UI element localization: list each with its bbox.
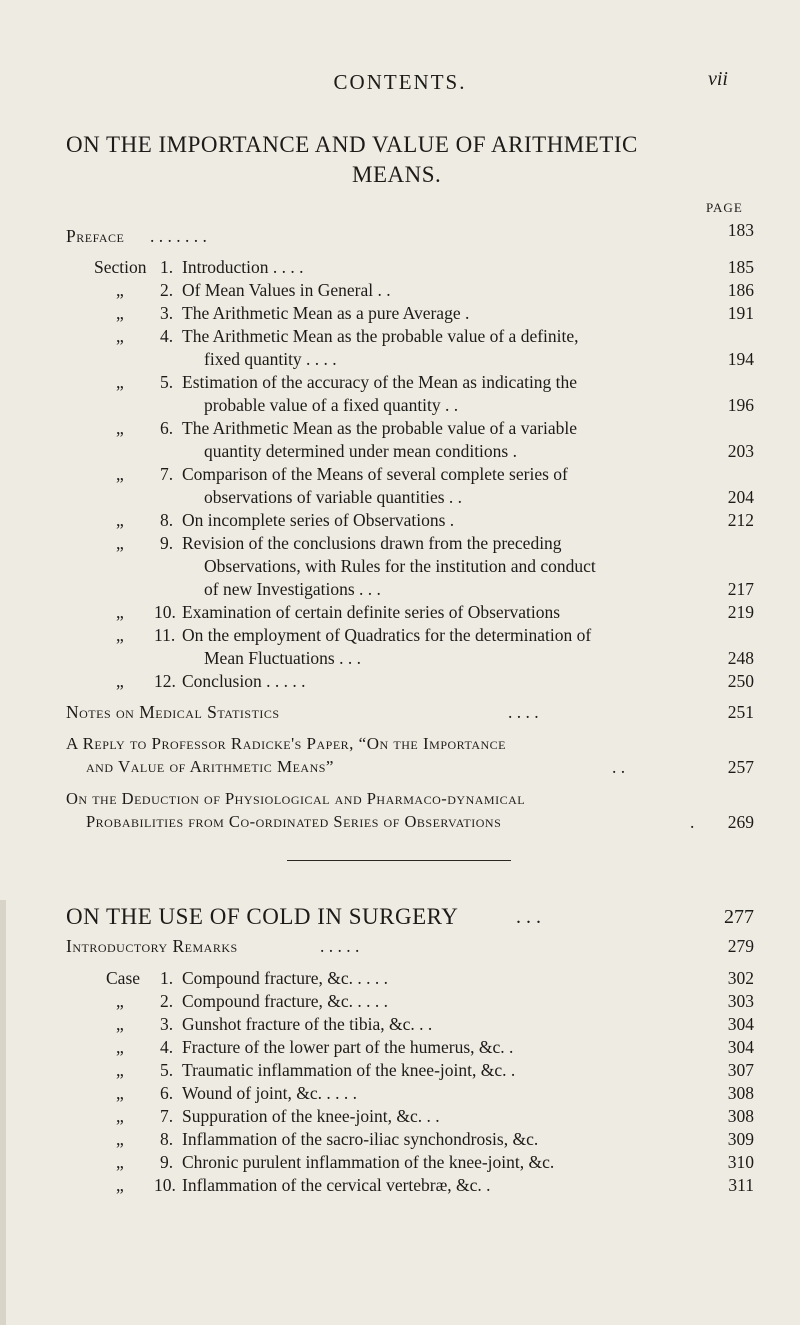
- ditto-mark: „: [116, 602, 124, 622]
- case-title: Fracture of the lower part of the humerus, &c. .: [182, 1037, 514, 1057]
- case-number: 8.: [160, 1129, 174, 1149]
- notes-label: Notes on Medical Statistics: [66, 702, 280, 722]
- section-page: 185: [727, 257, 754, 277]
- section-page: 204: [727, 487, 754, 507]
- section-title-continued: probable value of a fixed quantity . .: [204, 395, 459, 415]
- ditto-mark: „: [116, 533, 124, 553]
- case-page: 309: [727, 1129, 754, 1149]
- reply-line1: A Reply to Professor Radicke's Paper, “On the Importance: [66, 734, 506, 753]
- cold-title: ON THE USE OF COLD IN SURGERY: [66, 904, 459, 929]
- section-number: 1.: [160, 257, 174, 277]
- section-title: On incomplete series of Observations .: [182, 510, 455, 530]
- section-number: 11.: [154, 625, 176, 645]
- section-title-continued: Observations, with Rules for the institution and conduct: [204, 556, 596, 576]
- section-number: 6.: [160, 418, 174, 438]
- section-title: The Arithmetic Mean as the probable value of a variable: [182, 418, 578, 438]
- case-title: Gunshot fracture of the tibia, &c. . .: [182, 1014, 433, 1034]
- section-number: 7.: [160, 464, 174, 484]
- case-number: 3.: [160, 1014, 174, 1034]
- deduction-line1: On the Deduction of Physiological and Pharmaco-dynamical: [66, 789, 526, 808]
- section-number: 2.: [160, 280, 174, 300]
- case-title: Inflammation of the sacro-iliac synchondrosis, &c.: [182, 1129, 539, 1149]
- arithmetic-title-line1: ON THE IMPORTANCE AND VALUE OF ARITHMETIC: [66, 132, 638, 157]
- ditto-mark: „: [116, 1014, 124, 1034]
- section-page: 217: [727, 579, 754, 599]
- running-header-title: CONTENTS.: [333, 70, 467, 94]
- ditto-mark: „: [116, 1083, 124, 1103]
- section-title: On the employment of Quadratics for the determination of: [182, 625, 592, 645]
- case-page: 304: [727, 1037, 754, 1057]
- ditto-mark: „: [116, 280, 124, 300]
- section-page: 196: [727, 395, 754, 415]
- case-title: Suppuration of the knee-joint, &c. . .: [182, 1106, 440, 1126]
- case-title: Traumatic inflammation of the knee-joint, &c. .: [182, 1060, 516, 1080]
- ditto-mark: „: [116, 1060, 124, 1080]
- section-title: Conclusion . . . . .: [182, 671, 306, 691]
- ditto-mark: „: [116, 303, 124, 323]
- section-number: 5.: [160, 372, 174, 392]
- section-title: Examination of certain definite series of Observations: [182, 602, 561, 622]
- section-page: 212: [727, 510, 754, 530]
- case-number: 9.: [160, 1152, 174, 1172]
- deduction-dots: .: [690, 812, 695, 832]
- case-page: 308: [727, 1106, 754, 1126]
- case-page: 307: [727, 1060, 754, 1080]
- ditto-mark: „: [116, 418, 124, 438]
- case-number: 7.: [160, 1106, 174, 1126]
- intro-label: Introductory Remarks: [66, 936, 238, 956]
- section-number: 4.: [160, 326, 174, 346]
- case-page: 308: [727, 1083, 754, 1103]
- case-page: 302: [727, 968, 754, 988]
- section-title-continued: Mean Fluctuations . . .: [204, 648, 361, 668]
- cold-title-page: 277: [724, 906, 754, 928]
- page-column-label: PAGE: [706, 200, 743, 215]
- section-title: The Arithmetic Mean as a pure Average .: [182, 303, 470, 323]
- section-title-continued: observations of variable quantities . .: [204, 487, 463, 507]
- section-number: 3.: [160, 303, 174, 323]
- section-page: 203: [727, 441, 754, 461]
- section-title: Revision of the conclusions drawn from the preceding: [182, 533, 562, 553]
- ditto-mark: „: [116, 671, 124, 691]
- case-title: Chronic purulent inflammation of the knee-joint, &c.: [182, 1152, 555, 1172]
- case-number: 6.: [160, 1083, 174, 1103]
- case-number: 5.: [160, 1060, 174, 1080]
- section-number: 9.: [160, 533, 174, 553]
- section-label: Section: [94, 257, 147, 277]
- case-number: 10.: [154, 1175, 176, 1195]
- section-title: Of Mean Values in General . .: [182, 280, 391, 300]
- notes-dots: . . . .: [508, 702, 539, 722]
- case-label: Case: [106, 968, 141, 988]
- section-title: The Arithmetic Mean as the probable value of a definite,: [182, 326, 579, 346]
- section-title: Introduction . . . .: [182, 257, 304, 277]
- section-title: Estimation of the accuracy of the Mean as indicating the: [182, 372, 578, 392]
- ditto-mark: „: [116, 625, 124, 645]
- case-title: Compound fracture, &c. . . . .: [182, 991, 389, 1011]
- case-number: 4.: [160, 1037, 174, 1057]
- case-title: Inflammation of the cervical vertebræ, &c. .: [182, 1175, 491, 1195]
- section-page: 250: [727, 671, 754, 691]
- section-number: 12.: [154, 671, 176, 691]
- section-number: 8.: [160, 510, 174, 530]
- section-title-continued: of new Investigations . . .: [204, 579, 381, 599]
- deduction-line2: Probabilities from Co-ordinated Series of Observations: [86, 812, 502, 831]
- section-page: 194: [727, 349, 754, 369]
- case-page: 310: [727, 1152, 754, 1172]
- section-page: 186: [727, 280, 754, 300]
- section-page: 191: [727, 303, 754, 323]
- reply-dots: . .: [612, 757, 626, 777]
- case-page: 311: [728, 1175, 754, 1195]
- reply-line2: and Value of Arithmetic Means”: [86, 757, 334, 776]
- case-page: 303: [727, 991, 754, 1011]
- ditto-mark: „: [116, 1106, 124, 1126]
- section-divider: [287, 860, 511, 861]
- running-header-page-number: vii: [708, 68, 728, 90]
- section-page: 248: [727, 648, 754, 668]
- section-page: 219: [727, 602, 754, 622]
- deduction-page: 269: [727, 812, 754, 832]
- preface-dots: . . . . . . .: [150, 226, 207, 246]
- intro-page: 279: [727, 936, 754, 956]
- page-edge-shadow: [0, 900, 6, 1325]
- case-page: 304: [727, 1014, 754, 1034]
- intro-dots: . . . . .: [320, 936, 360, 956]
- cold-title-dots: . . .: [516, 906, 541, 928]
- case-number: 1.: [160, 968, 174, 988]
- notes-page: 251: [727, 702, 754, 722]
- ditto-mark: „: [116, 464, 124, 484]
- section-title-continued: fixed quantity . . . .: [204, 349, 337, 369]
- section-number: 10.: [154, 602, 176, 622]
- reply-page: 257: [727, 757, 754, 777]
- ditto-mark: „: [116, 1175, 124, 1195]
- ditto-mark: „: [116, 1152, 124, 1172]
- arithmetic-title-line2: MEANS.: [352, 162, 442, 187]
- ditto-mark: „: [116, 1037, 124, 1057]
- preface-label: Preface: [66, 226, 125, 246]
- ditto-mark: „: [116, 510, 124, 530]
- section-title: Comparison of the Means of several complete series of: [182, 464, 568, 484]
- case-number: 2.: [160, 991, 174, 1011]
- preface-page: 183: [727, 220, 754, 240]
- ditto-mark: „: [116, 991, 124, 1011]
- ditto-mark: „: [116, 326, 124, 346]
- case-title: Compound fracture, &c. . . . .: [182, 968, 389, 988]
- ditto-mark: „: [116, 372, 124, 392]
- case-title: Wound of joint, &c. . . . .: [182, 1083, 358, 1103]
- ditto-mark: „: [116, 1129, 124, 1149]
- section-title-continued: quantity determined under mean conditions .: [204, 441, 517, 461]
